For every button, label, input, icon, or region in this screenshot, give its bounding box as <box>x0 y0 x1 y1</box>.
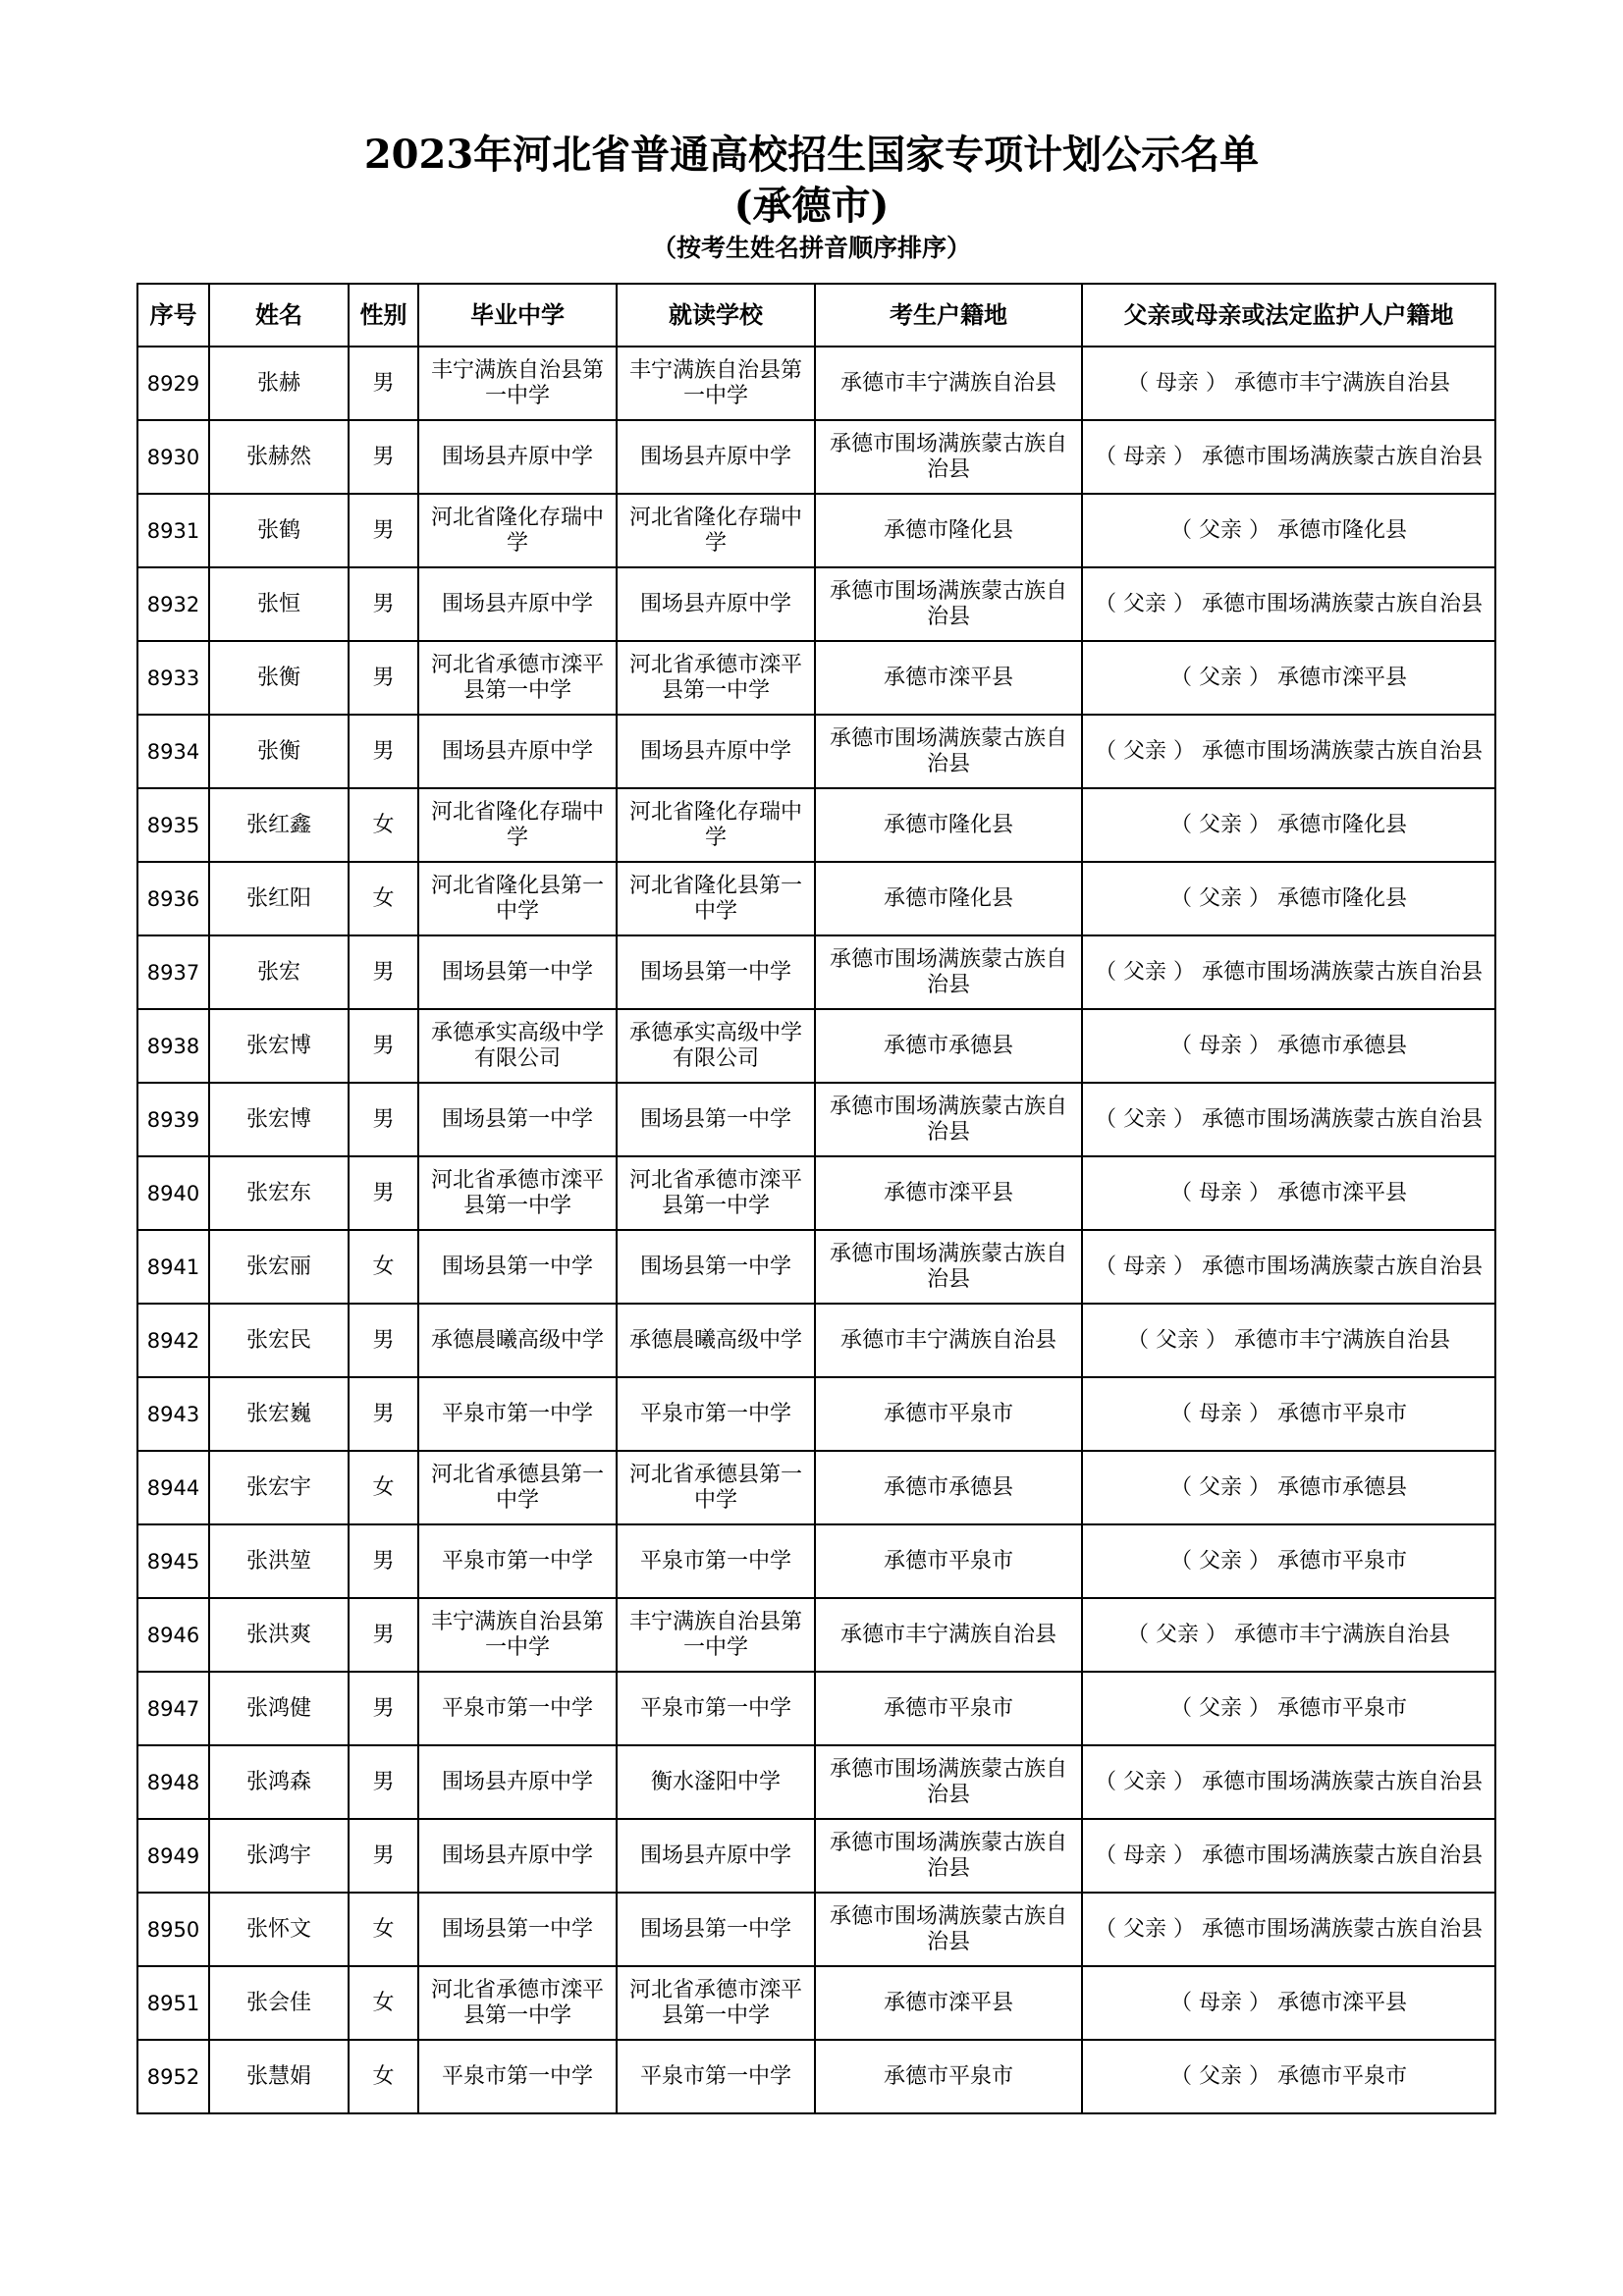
column-header-current-school: 就读学校 <box>617 284 815 347</box>
guardian-residence-cell: （ 父亲 ） 承德市丰宁满族自治县 <box>1082 1598 1495 1672</box>
guardian-residence-cell: （ 父亲 ） 承德市滦平县 <box>1082 641 1495 715</box>
graduating-school-cell: 丰宁满族自治县第一中学 <box>418 1598 617 1672</box>
guardian-residence-cell: （ 父亲 ） 承德市围场满族蒙古族自治县 <box>1082 1083 1495 1156</box>
column-header-serial: 序号 <box>137 284 209 347</box>
guardian-residence-cell: （ 父亲 ） 承德市平泉市 <box>1082 1524 1495 1598</box>
name-cell: 张赫然 <box>209 420 349 494</box>
serial-cell: 8948 <box>137 1745 209 1819</box>
gender-cell: 女 <box>349 1230 418 1304</box>
table-row <box>137 494 1495 567</box>
graduating-school-cell: 围场县卉原中学 <box>418 567 617 641</box>
student-residence-cell: 承德市围场满族蒙古族自治县 <box>815 1230 1082 1304</box>
sort-note: （按考生姓名拼音顺序排序） <box>651 234 971 262</box>
guardian-residence-cell: （ 父亲 ） 承德市隆化县 <box>1082 494 1495 567</box>
student-residence-cell: 承德市隆化县 <box>815 862 1082 935</box>
student-residence-cell: 承德市隆化县 <box>815 494 1082 567</box>
current-school-cell: 围场县第一中学 <box>617 1083 815 1156</box>
gender-cell: 男 <box>349 1819 418 1893</box>
gender-cell: 女 <box>349 2040 418 2113</box>
current-school-cell: 丰宁满族自治县第一中学 <box>617 347 815 420</box>
gender-cell: 男 <box>349 1304 418 1377</box>
student-residence-cell: 承德市丰宁满族自治县 <box>815 1304 1082 1377</box>
table-row <box>137 1524 1495 1598</box>
serial-cell: 8944 <box>137 1451 209 1524</box>
guardian-residence-cell: （ 父亲 ） 承德市承德县 <box>1082 1451 1495 1524</box>
serial-cell: 8936 <box>137 862 209 935</box>
student-residence-cell: 承德市围场满族蒙古族自治县 <box>815 935 1082 1009</box>
graduating-school-cell: 平泉市第一中学 <box>418 2040 617 2113</box>
table-row <box>137 1745 1495 1819</box>
serial-cell: 8950 <box>137 1893 209 1966</box>
name-cell: 张怀文 <box>209 1893 349 1966</box>
gender-cell: 男 <box>349 641 418 715</box>
guardian-residence-cell: （ 母亲 ） 承德市丰宁满族自治县 <box>1082 347 1495 420</box>
serial-cell: 8930 <box>137 420 209 494</box>
column-header-gender: 性别 <box>349 284 418 347</box>
graduating-school-cell: 河北省承德县第一中学 <box>418 1451 617 1524</box>
serial-cell: 8952 <box>137 2040 209 2113</box>
current-school-cell: 河北省隆化存瑞中学 <box>617 788 815 862</box>
roster-table <box>136 283 1496 2114</box>
guardian-residence-cell: （ 父亲 ） 承德市围场满族蒙古族自治县 <box>1082 1893 1495 1966</box>
graduating-school-cell: 围场县第一中学 <box>418 935 617 1009</box>
guardian-residence-cell: （ 母亲 ） 承德市平泉市 <box>1082 1377 1495 1451</box>
table-row <box>137 1230 1495 1304</box>
student-residence-cell: 承德市承德县 <box>815 1451 1082 1524</box>
graduating-school-cell: 围场县卉原中学 <box>418 1745 617 1819</box>
student-residence-cell: 承德市平泉市 <box>815 1524 1082 1598</box>
gender-cell: 男 <box>349 347 418 420</box>
serial-cell: 8949 <box>137 1819 209 1893</box>
graduating-school-cell: 平泉市第一中学 <box>418 1672 617 1745</box>
name-cell: 张会佳 <box>209 1966 349 2040</box>
name-cell: 张红阳 <box>209 862 349 935</box>
gender-cell: 女 <box>349 862 418 935</box>
current-school-cell: 围场县第一中学 <box>617 1893 815 1966</box>
graduating-school-cell: 围场县第一中学 <box>418 1230 617 1304</box>
name-cell: 张恒 <box>209 567 349 641</box>
gender-cell: 男 <box>349 1598 418 1672</box>
guardian-residence-cell: （ 母亲 ） 承德市滦平县 <box>1082 1156 1495 1230</box>
serial-cell: 8933 <box>137 641 209 715</box>
table-row <box>137 1304 1495 1377</box>
current-school-cell: 河北省承德县第一中学 <box>617 1451 815 1524</box>
name-cell: 张宏丽 <box>209 1230 349 1304</box>
table-row <box>137 862 1495 935</box>
graduating-school-cell: 围场县卉原中学 <box>418 1819 617 1893</box>
name-cell: 张鸿宇 <box>209 1819 349 1893</box>
name-cell: 张红鑫 <box>209 788 349 862</box>
gender-cell: 男 <box>349 1009 418 1083</box>
gender-cell: 女 <box>349 1893 418 1966</box>
serial-cell: 8937 <box>137 935 209 1009</box>
graduating-school-cell: 河北省承德市滦平县第一中学 <box>418 641 617 715</box>
serial-cell: 8931 <box>137 494 209 567</box>
student-residence-cell: 承德市平泉市 <box>815 2040 1082 2113</box>
graduating-school-cell: 河北省隆化县第一中学 <box>418 862 617 935</box>
gender-cell: 男 <box>349 494 418 567</box>
table-row <box>137 788 1495 862</box>
student-residence-cell: 承德市丰宁满族自治县 <box>815 347 1082 420</box>
graduating-school-cell: 围场县第一中学 <box>418 1893 617 1966</box>
current-school-cell: 围场县卉原中学 <box>617 1819 815 1893</box>
table-row <box>137 420 1495 494</box>
student-residence-cell: 承德市隆化县 <box>815 788 1082 862</box>
table-row <box>137 641 1495 715</box>
student-residence-cell: 承德市丰宁满族自治县 <box>815 1598 1082 1672</box>
table-row <box>137 1598 1495 1672</box>
gender-cell: 女 <box>349 1451 418 1524</box>
serial-cell: 8941 <box>137 1230 209 1304</box>
name-cell: 张鸿健 <box>209 1672 349 1745</box>
serial-cell: 8946 <box>137 1598 209 1672</box>
current-school-cell: 河北省承德市滦平县第一中学 <box>617 1966 815 2040</box>
student-residence-cell: 承德市围场满族蒙古族自治县 <box>815 1819 1082 1893</box>
guardian-residence-cell: （ 母亲 ） 承德市围场满族蒙古族自治县 <box>1082 420 1495 494</box>
current-school-cell: 平泉市第一中学 <box>617 1377 815 1451</box>
graduating-school-cell: 承德晨曦高级中学 <box>418 1304 617 1377</box>
table-row <box>137 715 1495 788</box>
gender-cell: 男 <box>349 935 418 1009</box>
name-cell: 张鸿森 <box>209 1745 349 1819</box>
guardian-residence-cell: （ 父亲 ） 承德市隆化县 <box>1082 788 1495 862</box>
current-school-cell: 围场县卉原中学 <box>617 715 815 788</box>
graduating-school-cell: 河北省隆化存瑞中学 <box>418 494 617 567</box>
graduating-school-cell: 河北省承德市滦平县第一中学 <box>418 1966 617 2040</box>
student-residence-cell: 承德市围场满族蒙古族自治县 <box>815 715 1082 788</box>
current-school-cell: 丰宁满族自治县第一中学 <box>617 1598 815 1672</box>
name-cell: 张衡 <box>209 715 349 788</box>
name-cell: 张赫 <box>209 347 349 420</box>
student-residence-cell: 承德市平泉市 <box>815 1377 1082 1451</box>
gender-cell: 男 <box>349 1672 418 1745</box>
serial-cell: 8942 <box>137 1304 209 1377</box>
current-school-cell: 承德承实高级中学有限公司 <box>617 1009 815 1083</box>
page-subtitle: (承德市) <box>733 183 890 229</box>
table-row <box>137 347 1495 420</box>
current-school-cell: 河北省承德市滦平县第一中学 <box>617 1156 815 1230</box>
graduating-school-cell: 围场县卉原中学 <box>418 715 617 788</box>
name-cell: 张衡 <box>209 641 349 715</box>
student-residence-cell: 承德市滦平县 <box>815 641 1082 715</box>
gender-cell: 男 <box>349 1156 418 1230</box>
current-school-cell: 衡水滏阳中学 <box>617 1745 815 1819</box>
name-cell: 张鹤 <box>209 494 349 567</box>
current-school-cell: 河北省承德市滦平县第一中学 <box>617 641 815 715</box>
current-school-cell: 围场县第一中学 <box>617 1230 815 1304</box>
current-school-cell: 承德晨曦高级中学 <box>617 1304 815 1377</box>
serial-cell: 8951 <box>137 1966 209 2040</box>
table-row <box>137 1893 1495 1966</box>
student-residence-cell: 承德市平泉市 <box>815 1672 1082 1745</box>
name-cell: 张洪堃 <box>209 1524 349 1598</box>
table-header-row <box>137 284 1495 347</box>
name-cell: 张慧娟 <box>209 2040 349 2113</box>
name-cell: 张宏东 <box>209 1156 349 1230</box>
gender-cell: 男 <box>349 1745 418 1819</box>
guardian-residence-cell: （ 母亲 ） 承德市承德县 <box>1082 1009 1495 1083</box>
serial-cell: 8943 <box>137 1377 209 1451</box>
gender-cell: 女 <box>349 1966 418 2040</box>
gender-cell: 女 <box>349 788 418 862</box>
serial-cell: 8938 <box>137 1009 209 1083</box>
current-school-cell: 河北省隆化存瑞中学 <box>617 494 815 567</box>
serial-cell: 8932 <box>137 567 209 641</box>
table-row <box>137 567 1495 641</box>
gender-cell: 男 <box>349 1524 418 1598</box>
student-residence-cell: 承德市围场满族蒙古族自治县 <box>815 420 1082 494</box>
student-residence-cell: 承德市滦平县 <box>815 1966 1082 2040</box>
graduating-school-cell: 平泉市第一中学 <box>418 1524 617 1598</box>
student-residence-cell: 承德市滦平县 <box>815 1156 1082 1230</box>
name-cell: 张宏巍 <box>209 1377 349 1451</box>
current-school-cell: 平泉市第一中学 <box>617 2040 815 2113</box>
gender-cell: 男 <box>349 1377 418 1451</box>
graduating-school-cell: 河北省承德市滦平县第一中学 <box>418 1156 617 1230</box>
current-school-cell: 围场县卉原中学 <box>617 420 815 494</box>
column-header-student-residence: 考生户籍地 <box>815 284 1082 347</box>
column-header-guardian-residence: 父亲或母亲或法定监护人户籍地 <box>1082 284 1495 347</box>
student-residence-cell: 承德市承德县 <box>815 1009 1082 1083</box>
name-cell: 张洪爽 <box>209 1598 349 1672</box>
current-school-cell: 围场县第一中学 <box>617 935 815 1009</box>
name-cell: 张宏 <box>209 935 349 1009</box>
table-body <box>137 347 1495 2113</box>
gender-cell: 男 <box>349 715 418 788</box>
guardian-residence-cell: （ 父亲 ） 承德市平泉市 <box>1082 1672 1495 1745</box>
table-row <box>137 1083 1495 1156</box>
table-row <box>137 1451 1495 1524</box>
name-cell: 张宏博 <box>209 1009 349 1083</box>
name-cell: 张宏宇 <box>209 1451 349 1524</box>
serial-cell: 8939 <box>137 1083 209 1156</box>
table-row <box>137 1819 1495 1893</box>
graduating-school-cell: 丰宁满族自治县第一中学 <box>418 347 617 420</box>
serial-cell: 8934 <box>137 715 209 788</box>
column-header-name: 姓名 <box>209 284 349 347</box>
column-header-graduating-school: 毕业中学 <box>418 284 617 347</box>
guardian-residence-cell: （ 母亲 ） 承德市滦平县 <box>1082 1966 1495 2040</box>
graduating-school-cell: 平泉市第一中学 <box>418 1377 617 1451</box>
student-residence-cell: 承德市围场满族蒙古族自治县 <box>815 1745 1082 1819</box>
table-row <box>137 2040 1495 2113</box>
guardian-residence-cell: （ 母亲 ） 承德市围场满族蒙古族自治县 <box>1082 1819 1495 1893</box>
current-school-cell: 平泉市第一中学 <box>617 1524 815 1598</box>
table-row <box>137 1672 1495 1745</box>
graduating-school-cell: 承德承实高级中学有限公司 <box>418 1009 617 1083</box>
serial-cell: 8935 <box>137 788 209 862</box>
guardian-residence-cell: （ 父亲 ） 承德市围场满族蒙古族自治县 <box>1082 715 1495 788</box>
table-row <box>137 1966 1495 2040</box>
serial-cell: 8947 <box>137 1672 209 1745</box>
page-title: 2023年河北省普通高校招生国家专项计划公示名单 <box>363 132 1260 178</box>
student-residence-cell: 承德市围场满族蒙古族自治县 <box>815 1893 1082 1966</box>
guardian-residence-cell: （ 父亲 ） 承德市丰宁满族自治县 <box>1082 1304 1495 1377</box>
serial-cell: 8945 <box>137 1524 209 1598</box>
table-row <box>137 1009 1495 1083</box>
guardian-residence-cell: （ 父亲 ） 承德市围场满族蒙古族自治县 <box>1082 567 1495 641</box>
graduating-school-cell: 围场县卉原中学 <box>418 420 617 494</box>
gender-cell: 男 <box>349 567 418 641</box>
serial-cell: 8929 <box>137 347 209 420</box>
serial-cell: 8940 <box>137 1156 209 1230</box>
graduating-school-cell: 围场县第一中学 <box>418 1083 617 1156</box>
gender-cell: 男 <box>349 1083 418 1156</box>
table-row <box>137 1377 1495 1451</box>
guardian-residence-cell: （ 父亲 ） 承德市平泉市 <box>1082 2040 1495 2113</box>
gender-cell: 男 <box>349 420 418 494</box>
guardian-residence-cell: （ 父亲 ） 承德市围场满族蒙古族自治县 <box>1082 935 1495 1009</box>
student-residence-cell: 承德市围场满族蒙古族自治县 <box>815 567 1082 641</box>
current-school-cell: 围场县卉原中学 <box>617 567 815 641</box>
current-school-cell: 河北省隆化县第一中学 <box>617 862 815 935</box>
table-row <box>137 935 1495 1009</box>
name-cell: 张宏博 <box>209 1083 349 1156</box>
current-school-cell: 平泉市第一中学 <box>617 1672 815 1745</box>
guardian-residence-cell: （ 母亲 ） 承德市围场满族蒙古族自治县 <box>1082 1230 1495 1304</box>
guardian-residence-cell: （ 父亲 ） 承德市隆化县 <box>1082 862 1495 935</box>
student-residence-cell: 承德市围场满族蒙古族自治县 <box>815 1083 1082 1156</box>
table-row <box>137 1156 1495 1230</box>
guardian-residence-cell: （ 父亲 ） 承德市围场满族蒙古族自治县 <box>1082 1745 1495 1819</box>
graduating-school-cell: 河北省隆化存瑞中学 <box>418 788 617 862</box>
name-cell: 张宏民 <box>209 1304 349 1377</box>
